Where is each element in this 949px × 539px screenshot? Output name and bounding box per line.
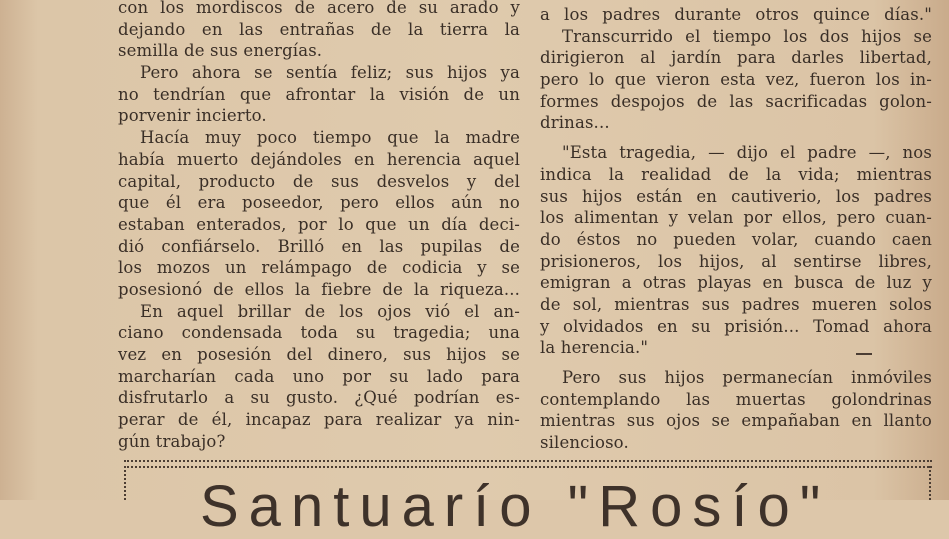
text-line: prisioneros, los hijos, al sentirse libres, [540, 251, 932, 271]
text-line: Transcurrido el tiempo los dos hijos se [562, 26, 932, 46]
text-line: emigran a otras playas en busca de luz y [540, 273, 932, 293]
text-line: los alimentan y velan por ellos, pero cuan- [540, 208, 932, 228]
text-line: silencioso. [540, 433, 629, 453]
text-line: dejando en las entrañas de la tierra la [118, 19, 520, 39]
text-line: Hacía muy poco tiempo que la madre [140, 128, 520, 148]
text-line: que él era poseedor, pero ellos aún no [118, 193, 520, 213]
text-line: vez en posesión del dinero, sus hijos se [118, 345, 520, 364]
text-line: con los mordiscos de acero de su arado y [118, 0, 520, 17]
text-line: Pero sus hijos permanecían inmóviles [562, 368, 932, 387]
text-line: do éstos no pueden volar, cuando caen [540, 229, 932, 249]
text-line: capital, producto de sus desvelos y del [118, 171, 520, 191]
text-line: formes despojos de las sacrificadas golon- [540, 91, 932, 111]
advertisement-title: Santuarío "Rosío" [200, 474, 831, 539]
text-line: a los padres durante otros quince días." [540, 5, 932, 24]
text-line: drinas... [540, 113, 610, 133]
text-line: dirigieron al jardín para darles libertad, [540, 48, 932, 68]
text-line: En aquel brillar de los ojos vió el an- [140, 301, 520, 321]
text-line: ciano condensada toda su tragedia; una [118, 323, 520, 343]
text-line: sus hijos están en cautiverio, los padres [540, 186, 932, 206]
text-line: Pero ahora se sentía feliz; sus hijos ya [140, 63, 520, 83]
end-dash [856, 353, 872, 355]
text-line: no tendrían que afrontar la visión de un [118, 84, 520, 104]
left-text-column [118, 0, 520, 452]
text-line: había muerto dejándoles en herencia aquel [118, 149, 520, 169]
right-text-column [540, 4, 932, 454]
text-line: mientras sus ojos se empañaban en llanto [540, 411, 932, 431]
text-line: pero lo que vieron esta vez, fueron los in- [540, 70, 932, 90]
text-line: la herencia." [540, 338, 649, 358]
text-line: gún trabajo? [118, 431, 226, 451]
text-line: indica la realidad de la vida; mientras [540, 164, 932, 184]
text-line: y olvidados en su prisión... Tomad ahora [540, 316, 932, 336]
text-line: disfrutarlo a su gusto. ¿Qué podrían es- [118, 388, 520, 408]
text-line: los mozos un relámpago de codicia y se [118, 258, 520, 278]
text-line: de sol, mientras sus padres mueren solos [540, 294, 932, 314]
ad-border-left [124, 466, 129, 500]
text-line: contemplando las muertas golondrinas [540, 389, 932, 409]
text-line: posesionó de ellos la fiebre de la riqueza... [118, 279, 520, 299]
text-line: estaban enterados, por lo que un día deci- [118, 214, 520, 234]
text-line: marcharían cada uno por su lado para [118, 366, 520, 386]
text-line: dió confiárselo. Brilló en las pupilas de [118, 236, 520, 256]
ad-border-top [124, 460, 932, 468]
text-line: "Esta tragedia, — dijo el padre —, nos [562, 143, 932, 163]
text-line: perar de él, incapaz para realizar ya nin- [118, 410, 520, 430]
ad-border-right [929, 466, 934, 500]
text-line: porvenir incierto. [118, 106, 267, 126]
text-line: semilla de sus energías. [118, 41, 323, 61]
